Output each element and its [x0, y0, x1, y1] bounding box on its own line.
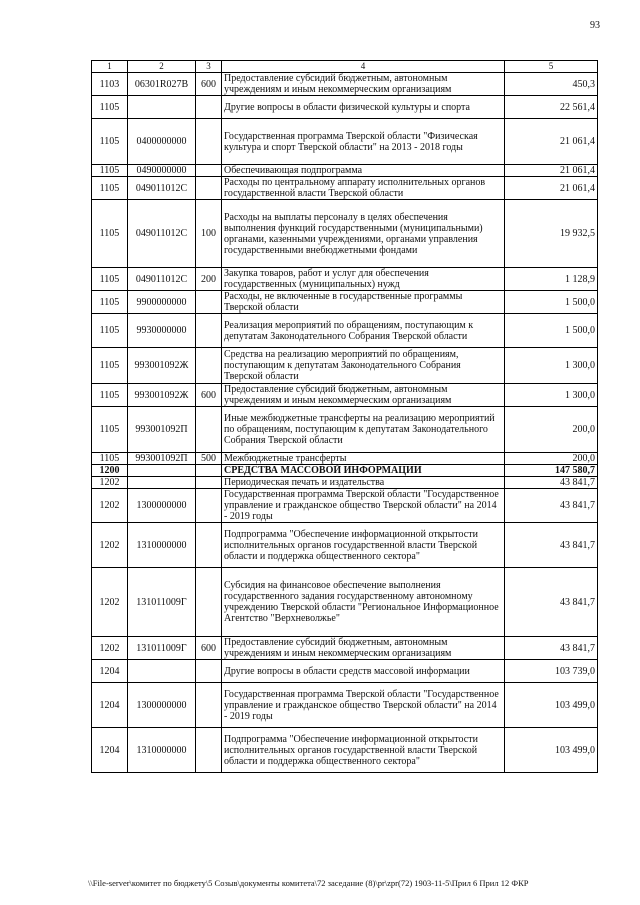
table-row	[92, 568, 598, 637]
table-row	[92, 119, 598, 165]
description-cell: Государственная программа Тверской области "Государственное управление и гражданское общество Тверской области" на 2014 - 2019 годы	[222, 683, 505, 728]
section-cell: 1105	[92, 268, 128, 291]
description-cell: Другие вопросы в области средств массовой информации	[222, 660, 505, 683]
table-row	[92, 683, 598, 728]
description-cell: Обеспечивающая подпрограмма	[222, 165, 505, 177]
section-cell: 1105	[92, 177, 128, 200]
amount-cell: 450,3	[505, 73, 598, 96]
section-cell: 1105	[92, 200, 128, 268]
amount-cell: 22 561,4	[505, 96, 598, 119]
section-cell: 1105	[92, 348, 128, 384]
table-row	[92, 637, 598, 660]
target-code-cell: 131011009Г	[128, 568, 196, 637]
expense-type-cell	[196, 683, 222, 728]
budget-table	[91, 60, 598, 773]
section-cell: 1105	[92, 314, 128, 348]
section-cell: 1105	[92, 291, 128, 314]
table-row	[92, 165, 598, 177]
description-cell: Государственная программа Тверской области "Государственное управление и гражданское общество Тверской области" на 2014 - 2019 годы	[222, 489, 505, 523]
target-code-cell	[128, 477, 196, 489]
section-cell: 1204	[92, 683, 128, 728]
expense-type-cell: 500	[196, 453, 222, 465]
description-cell: Расходы, не включенные в государственные программы Тверской области	[222, 291, 505, 314]
amount-cell: 147 580,7	[505, 465, 598, 477]
target-code-cell: 049011012С	[128, 268, 196, 291]
section-cell: 1202	[92, 523, 128, 568]
amount-cell: 43 841,7	[505, 568, 598, 637]
table-row	[92, 477, 598, 489]
description-cell: СРЕДСТВА МАССОВОЙ ИНФОРМАЦИИ	[222, 465, 505, 477]
amount-cell: 43 841,7	[505, 523, 598, 568]
description-cell: Предоставление субсидий бюджетным, автономным учреждениям и иным некоммерческим организациям	[222, 73, 505, 96]
expense-type-cell: 600	[196, 384, 222, 407]
section-cell: 1105	[92, 119, 128, 165]
expense-type-cell	[196, 568, 222, 637]
amount-cell: 19 932,5	[505, 200, 598, 268]
description-cell: Средства на реализацию мероприятий по обращениям, поступающим к депутатам Законодательного Собрания Тверской области	[222, 348, 505, 384]
amount-cell: 1 500,0	[505, 314, 598, 348]
target-code-cell: 131011009Г	[128, 637, 196, 660]
section-cell: 1204	[92, 728, 128, 773]
expense-type-cell	[196, 477, 222, 489]
description-cell: Закупка товаров, работ и услуг для обеспечения государственных (муниципальных) нужд	[222, 268, 505, 291]
expense-type-cell	[196, 96, 222, 119]
amount-cell: 200,0	[505, 407, 598, 453]
amount-cell: 1 500,0	[505, 291, 598, 314]
table-row	[92, 200, 598, 268]
table-row	[92, 314, 598, 348]
description-cell: Подпрограмма "Обеспечение информационной открытости исполнительных органов государственной власти Тверской области и поддержка общественного сектора"	[222, 728, 505, 773]
amount-cell: 43 841,7	[505, 489, 598, 523]
expense-type-cell: 100	[196, 200, 222, 268]
section-cell: 1105	[92, 384, 128, 407]
section-cell: 1103	[92, 73, 128, 96]
file-path-footer: \\File-server\комитет по бюджету\5 Созыв\документы комитета\72 заседание (8)\pr\zpr(72) 1903-11-5\Прил 6 Прил 12 ФКР	[88, 878, 529, 888]
table-header-row	[92, 61, 598, 73]
table-row	[92, 728, 598, 773]
target-code-cell	[128, 660, 196, 683]
table-row	[92, 268, 598, 291]
amount-cell: 43 841,7	[505, 637, 598, 660]
description-cell: Реализация мероприятий по обращениям, поступающим к депутатам Законодательного Собрания Тверской области	[222, 314, 505, 348]
target-code-cell: 0490000000	[128, 165, 196, 177]
target-code-cell: 049011012С	[128, 200, 196, 268]
description-cell: Предоставление субсидий бюджетным, автономным учреждениям и иным некоммерческим организациям	[222, 637, 505, 660]
target-code-cell: 9930000000	[128, 314, 196, 348]
amount-cell: 103 739,0	[505, 660, 598, 683]
target-code-cell: 049011012С	[128, 177, 196, 200]
column-header-type: 3	[196, 61, 222, 73]
section-cell: 1204	[92, 660, 128, 683]
description-cell: Другие вопросы в области физической культуры и спорта	[222, 96, 505, 119]
expense-type-cell	[196, 465, 222, 477]
target-code-cell: 1300000000	[128, 683, 196, 728]
description-cell: Подпрограмма "Обеспечение информационной открытости исполнительных органов государственной власти Тверской области и поддержка общественного сектора"	[222, 523, 505, 568]
target-code-cell	[128, 465, 196, 477]
expense-type-cell	[196, 314, 222, 348]
section-cell: 1105	[92, 165, 128, 177]
table-row	[92, 523, 598, 568]
target-code-cell: 993001092Ж	[128, 384, 196, 407]
table-row	[92, 489, 598, 523]
expense-type-cell	[196, 291, 222, 314]
column-header-amount: 5	[505, 61, 598, 73]
description-cell: Межбюджетные трансферты	[222, 453, 505, 465]
table-row	[92, 291, 598, 314]
target-code-cell: 06301R027B	[128, 73, 196, 96]
section-cell: 1202	[92, 489, 128, 523]
target-code-cell: 9900000000	[128, 291, 196, 314]
page-number: 93	[590, 20, 600, 31]
target-code-cell: 1300000000	[128, 489, 196, 523]
expense-type-cell	[196, 165, 222, 177]
table-row	[92, 660, 598, 683]
target-code-cell: 993001092Ж	[128, 348, 196, 384]
amount-cell: 43 841,7	[505, 477, 598, 489]
expense-type-cell	[196, 523, 222, 568]
expense-type-cell: 600	[196, 73, 222, 96]
target-code-cell: 1310000000	[128, 523, 196, 568]
table-row	[92, 73, 598, 96]
table-row	[92, 465, 598, 477]
description-cell: Расходы по центральному аппарату исполнительных органов государственной власти Тверской области	[222, 177, 505, 200]
target-code-cell: 993001092П	[128, 407, 196, 453]
table-row	[92, 407, 598, 453]
target-code-cell: 993001092П	[128, 453, 196, 465]
expense-type-cell	[196, 489, 222, 523]
section-cell: 1105	[92, 453, 128, 465]
column-header-section: 1	[92, 61, 128, 73]
target-code-cell: 0400000000	[128, 119, 196, 165]
expense-type-cell	[196, 407, 222, 453]
description-cell: Расходы на выплаты персоналу в целях обеспечения выполнения функций государственными (муниципальными) органами, казенными учреждениями, органами управления государственными внебюджетными фондами	[222, 200, 505, 268]
target-code-cell	[128, 96, 196, 119]
amount-cell: 103 499,0	[505, 728, 598, 773]
section-cell: 1105	[92, 407, 128, 453]
expense-type-cell	[196, 728, 222, 773]
expense-type-cell: 200	[196, 268, 222, 291]
expense-type-cell	[196, 177, 222, 200]
expense-type-cell	[196, 660, 222, 683]
amount-cell: 200,0	[505, 453, 598, 465]
expense-type-cell	[196, 119, 222, 165]
amount-cell: 103 499,0	[505, 683, 598, 728]
section-cell: 1202	[92, 477, 128, 489]
expense-type-cell	[196, 348, 222, 384]
table-row	[92, 384, 598, 407]
description-cell: Государственная программа Тверской области "Физическая культура и спорт Тверской области" на 2013 - 2018 годы	[222, 119, 505, 165]
amount-cell: 1 300,0	[505, 348, 598, 384]
amount-cell: 1 300,0	[505, 384, 598, 407]
section-cell: 1202	[92, 568, 128, 637]
section-cell: 1202	[92, 637, 128, 660]
amount-cell: 1 128,9	[505, 268, 598, 291]
table-row	[92, 96, 598, 119]
column-header-code: 2	[128, 61, 196, 73]
column-header-name: 4	[222, 61, 505, 73]
target-code-cell: 1310000000	[128, 728, 196, 773]
amount-cell: 21 061,4	[505, 177, 598, 200]
description-cell: Иные межбюджетные трансферты на реализацию мероприятий по обращениям, поступающим к депутатам Законодательного Собрания Тверской области	[222, 407, 505, 453]
description-cell: Предоставление субсидий бюджетным, автономным учреждениям и иным некоммерческим организациям	[222, 384, 505, 407]
section-cell: 1105	[92, 96, 128, 119]
amount-cell: 21 061,4	[505, 165, 598, 177]
amount-cell: 21 061,4	[505, 119, 598, 165]
expense-type-cell: 600	[196, 637, 222, 660]
description-cell: Субсидия на финансовое обеспечение выполнения государственного задания государственному автономному учреждению Тверской области "Региональное Информационное Агентство "Верхневолжье"	[222, 568, 505, 637]
table-row	[92, 453, 598, 465]
table-row	[92, 177, 598, 200]
table-row	[92, 348, 598, 384]
description-cell: Периодическая печать и издательства	[222, 477, 505, 489]
section-cell: 1200	[92, 465, 128, 477]
